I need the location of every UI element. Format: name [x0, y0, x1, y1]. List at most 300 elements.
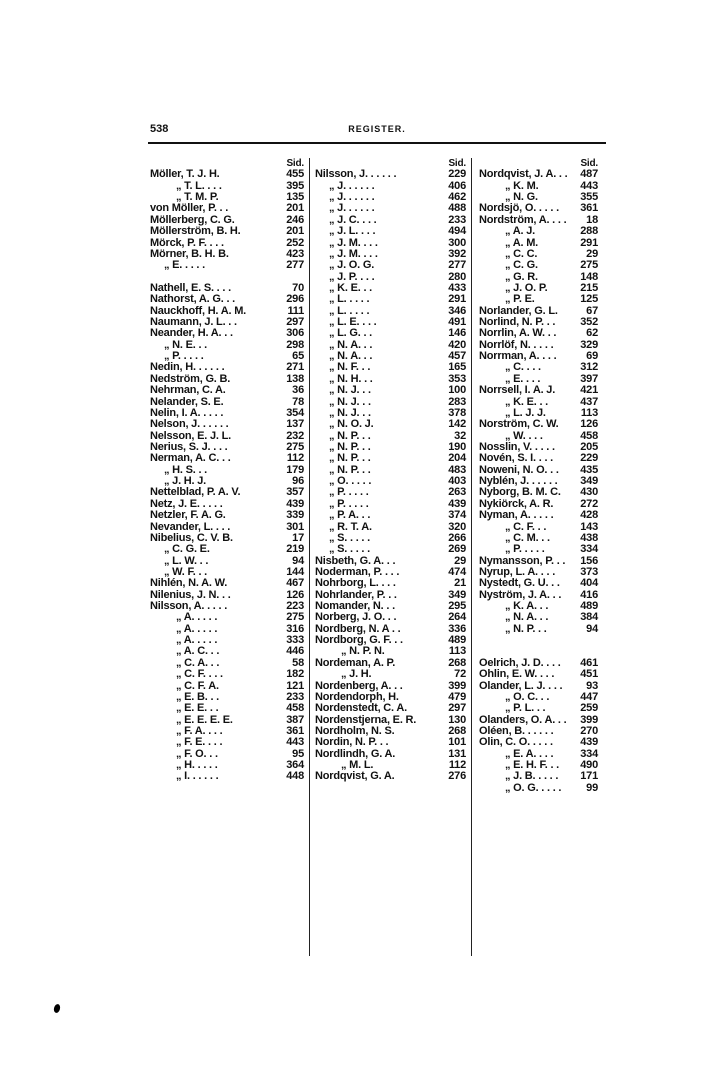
index-column-3	[479, 158, 598, 956]
entry-page: 439	[286, 497, 304, 510]
entry-page: 131	[448, 747, 466, 760]
entry-name: Norlander, G. L.	[479, 304, 558, 317]
entry-name: „ K. A. . .	[505, 600, 549, 613]
entry-name: Nilsson, J. . . . . .	[315, 168, 397, 181]
entry-name: „ J. C. . . .	[329, 213, 377, 226]
index-entry	[315, 419, 466, 430]
entry-page: 94	[292, 554, 304, 567]
entry-page: 144	[286, 565, 304, 578]
entry-page: 339	[286, 509, 304, 522]
entry-name: „ J. O. G.	[329, 259, 375, 272]
entry-name: Norrman, A. . . .	[479, 350, 557, 363]
entry-name: „ F. O. . .	[176, 747, 218, 760]
entry-page: 334	[580, 747, 598, 760]
index-entry	[315, 669, 466, 680]
entry-page: 137	[286, 418, 304, 431]
index-entry	[479, 737, 598, 748]
entry-page: 229	[580, 452, 598, 465]
entry-page: 438	[580, 531, 598, 544]
entry-page: 277	[448, 259, 466, 272]
entry-name: „ C. F. A.	[176, 679, 219, 692]
entry-page: 36	[292, 384, 304, 397]
entry-name: „ N. J. . .	[329, 406, 371, 419]
entry-name: Nordenstedt, C. A.	[315, 702, 407, 715]
entry-name: „ E. . . . .	[164, 259, 205, 272]
entry-name: „ C. F. . . .	[176, 668, 223, 681]
entry-name: „ L. J. J.	[505, 406, 546, 419]
entry-page: 215	[580, 281, 598, 294]
entry-page: 58	[292, 656, 304, 669]
entry-page: 378	[448, 406, 466, 419]
entry-name: Norrlöf, N. . . . .	[479, 338, 554, 351]
entry-page: 297	[286, 316, 304, 329]
entry-page: 384	[580, 611, 598, 624]
entry-page: 146	[448, 327, 466, 340]
entry-page: 171	[580, 770, 598, 783]
entry-name: „ N. E. . .	[164, 338, 208, 351]
entry-name: Nomander, N. . .	[315, 600, 395, 613]
entry-name: Norström, C. W.	[479, 418, 559, 431]
entry-name: Nerius, S. J. . . .	[150, 440, 228, 453]
entry-page: 296	[286, 293, 304, 306]
entry-name: Nordberg, N. A . .	[315, 622, 401, 635]
entry-name: „ L. E. . . .	[329, 316, 377, 329]
entry-name: Mörner, B. H. B.	[150, 247, 229, 260]
entry-page: 264	[448, 611, 466, 624]
entry-page: 269	[448, 543, 466, 556]
entry-page: 406	[448, 179, 466, 192]
entry-name: „ A. C. . .	[176, 645, 220, 658]
entry-page: 100	[448, 384, 466, 397]
entry-page: 404	[580, 577, 598, 590]
entry-name: „ P. A. . .	[329, 509, 371, 522]
entry-page: 72	[454, 668, 466, 681]
entry-page: 275	[286, 611, 304, 624]
entry-name: Möllerberg, C. G.	[150, 213, 235, 226]
entry-page: 288	[580, 225, 598, 238]
entry-page: 349	[448, 588, 466, 601]
entry-name: „ J. . . . . .	[329, 191, 375, 204]
entry-page: 491	[448, 316, 466, 329]
entry-name: Olin, C. O. . . . .	[479, 736, 553, 749]
entry-name: Nordeman, A. P.	[315, 656, 396, 669]
entry-name: „ A. J.	[505, 225, 535, 238]
entry-name: „ N. J. . .	[329, 395, 371, 408]
entry-name: Nedström, G. B.	[150, 372, 231, 385]
entry-page: 435	[580, 463, 598, 476]
entry-page: 352	[580, 316, 598, 329]
index-entry	[150, 260, 304, 271]
index-entry	[315, 703, 466, 714]
entry-name: „ E. E. E. E.	[176, 713, 233, 726]
entry-name: „ N. O. J.	[329, 418, 374, 431]
index-entry	[479, 783, 598, 794]
entry-page: 277	[286, 259, 304, 272]
index-entry	[150, 703, 304, 714]
entry-page: 246	[286, 213, 304, 226]
entry-name: Nelin, I. A. . . . .	[150, 406, 224, 419]
entry-page: 276	[448, 770, 466, 783]
entry-page: 29	[586, 247, 598, 260]
entry-name: Nelson, J. . . . . .	[150, 418, 229, 431]
entry-name: „ I. . . . . .	[176, 770, 219, 783]
entry-name: Noweni, N. O. . .	[479, 463, 559, 476]
section-gap	[479, 635, 598, 646]
column-divider	[471, 158, 472, 956]
entry-name: Nathorst, A. G. . .	[150, 293, 236, 306]
entry-name: Nosslin, V. . . . .	[479, 440, 555, 453]
entry-page: 374	[448, 509, 466, 522]
entry-name: Nibelius, C. V. B.	[150, 531, 233, 544]
index-entry	[315, 771, 466, 782]
entry-page: 259	[580, 702, 598, 715]
entry-name: Möller, T. J. H.	[150, 168, 220, 181]
index-entry	[150, 760, 304, 771]
entry-page: 416	[580, 588, 598, 601]
entry-name: „ O. C. . .	[505, 690, 550, 703]
entry-page: 373	[580, 565, 598, 578]
index-entry	[315, 226, 466, 237]
index-entry	[150, 624, 304, 635]
entry-name: „ C. C.	[505, 247, 538, 260]
entry-page: 439	[580, 736, 598, 749]
entry-name: Norrsell, I. A. J.	[479, 384, 556, 397]
entry-name: Nohrlander, P. . .	[315, 588, 397, 601]
entry-name: „ C. . . .	[505, 361, 541, 374]
entry-name: Nystedt, G. U. . .	[479, 577, 560, 590]
entry-page: 312	[580, 361, 598, 374]
entry-name: „ P. . . . .	[164, 350, 204, 363]
entry-name: Olander, L. J. . . .	[479, 679, 563, 692]
entry-name: Ohlin, E. W. . . .	[479, 668, 555, 681]
entry-name: „ S. . . . .	[329, 543, 370, 556]
entry-name: „ A. . . . .	[176, 634, 218, 647]
entry-page: 455	[286, 168, 304, 181]
entry-page: 443	[580, 179, 598, 192]
index-entry	[315, 453, 466, 464]
index-entry	[479, 624, 598, 635]
column-heading: Sid.	[448, 158, 466, 169]
entry-page: 62	[586, 327, 598, 340]
entry-name: Nordström, A. . . .	[479, 213, 567, 226]
page-header	[150, 120, 604, 142]
entry-page: 479	[448, 690, 466, 703]
entry-page: 148	[580, 270, 598, 283]
entry-name: „ T. M. P.	[176, 191, 219, 204]
index-entry	[315, 737, 466, 748]
index-entry	[150, 294, 304, 305]
entry-name: „ O. . . . .	[329, 475, 372, 488]
index-entry	[479, 544, 598, 555]
entry-name: Nevander, L. . . .	[150, 520, 231, 533]
entry-page: 291	[580, 236, 598, 249]
entry-page: 320	[448, 520, 466, 533]
index-entry	[479, 510, 598, 521]
entry-name: „ E. E. . .	[176, 702, 219, 715]
entry-name: „ O. G. . . . .	[505, 781, 562, 794]
index-entry	[315, 544, 466, 555]
entry-page: 329	[580, 338, 598, 351]
entry-page: 69	[586, 350, 598, 363]
entry-name: Norlind, N. P. . .	[479, 316, 556, 329]
entry-page: 190	[448, 440, 466, 453]
entry-page: 113	[580, 406, 598, 419]
entry-name: „ N. A. . .	[505, 611, 549, 624]
entry-page: 437	[580, 395, 598, 408]
entry-page: 467	[286, 577, 304, 590]
entry-page: 219	[286, 543, 304, 556]
entry-name: „ N. A. . .	[329, 350, 373, 363]
entry-name: „ N. F. . .	[329, 361, 371, 374]
entry-page: 474	[448, 565, 466, 578]
entry-name: „ T. L. . . .	[176, 179, 222, 192]
entry-page: 271	[286, 361, 304, 374]
index-entry	[479, 226, 598, 237]
entry-name: „ G. R.	[505, 270, 538, 283]
entry-name: „ N. J. . .	[329, 384, 371, 397]
entry-page: 201	[286, 225, 304, 238]
entry-name: Nyborg, B. M. C.	[479, 486, 561, 499]
entry-page: 135	[286, 191, 304, 204]
entry-name: „ N. A. . .	[329, 338, 373, 351]
entry-name: „ N. H. . .	[329, 372, 373, 385]
index-entry	[479, 169, 598, 180]
index-entry	[150, 169, 304, 180]
entry-name: „ E. A. . . .	[505, 747, 554, 760]
entry-name: „ C. G.	[505, 259, 538, 272]
entry-name: „ A. . . . .	[176, 611, 218, 624]
entry-name: Nisbeth, G. A. . .	[315, 554, 396, 567]
entry-page: 223	[286, 600, 304, 613]
entry-page: 364	[286, 759, 304, 772]
entry-name: Nordholm, N. S.	[315, 724, 395, 737]
entry-name: Nordsjö, O. . . . .	[479, 202, 559, 215]
index-entry	[150, 385, 304, 396]
index-entry	[150, 646, 304, 657]
entry-name: „ E. B. . .	[176, 690, 220, 703]
entry-page: 283	[448, 395, 466, 408]
entry-name: „ J. P. . . .	[329, 270, 375, 283]
entry-name: „ K. M.	[505, 179, 539, 192]
index-entry	[479, 385, 598, 396]
index-entry	[150, 635, 304, 646]
index-entry	[150, 578, 304, 589]
entry-name: Netzler, F. A. G.	[150, 509, 226, 522]
entry-name: „ N. G.	[505, 191, 538, 204]
entry-page: 142	[448, 418, 466, 431]
entry-page: 457	[448, 350, 466, 363]
index-entry	[150, 601, 304, 612]
entry-name: „ J. . . . . .	[329, 179, 375, 192]
entry-name: Nedin, H. . . . . .	[150, 361, 225, 374]
entry-page: 21	[454, 577, 466, 590]
entry-page: 421	[580, 384, 598, 397]
entry-page: 121	[286, 679, 304, 692]
index-entry	[479, 703, 598, 714]
entry-page: 125	[580, 293, 598, 306]
index-entry	[315, 578, 466, 589]
entry-name: Oléen, B. . . . . .	[479, 724, 554, 737]
entry-page: 263	[448, 486, 466, 499]
index-column-1	[150, 158, 304, 956]
entry-name: Nihlén, N. A. W.	[150, 577, 228, 590]
entry-name: „ N. P. . .	[329, 463, 371, 476]
entry-page: 488	[448, 202, 466, 215]
entry-name: Neander, H. A. . .	[150, 327, 233, 340]
entry-page: 201	[286, 202, 304, 215]
entry-page: 143	[580, 520, 598, 533]
index-entry	[315, 260, 466, 271]
entry-name: Nilsson, A. . . . .	[150, 600, 228, 613]
entry-name: Naumann, J. L. . .	[150, 316, 237, 329]
entry-page: 483	[448, 463, 466, 476]
entry-page: 165	[448, 361, 466, 374]
entry-name: „ L. . . . .	[329, 304, 370, 317]
entry-name: „ K. E. . .	[505, 395, 549, 408]
entry-page: 355	[580, 191, 598, 204]
index-column-2	[315, 158, 466, 956]
entry-name: „ J. B. . . . .	[505, 770, 559, 783]
entry-page: 447	[580, 690, 598, 703]
entry-name: „ F. A. . . .	[176, 724, 223, 737]
entry-name: Mörck, P. F. . . .	[150, 236, 224, 249]
entry-name: „ P. L. . .	[505, 702, 546, 715]
entry-name: „ P. . . . .	[329, 486, 369, 499]
entry-name: „ H. . . . .	[176, 759, 218, 772]
entry-page: 448	[286, 770, 304, 783]
entry-page: 443	[286, 736, 304, 749]
entry-page: 403	[448, 475, 466, 488]
entry-page: 205	[580, 440, 598, 453]
index-entry	[150, 681, 304, 692]
entry-name: „ L. W. . .	[164, 554, 209, 567]
entry-name: „ K. E. . .	[329, 281, 373, 294]
index-entry	[479, 238, 598, 249]
entry-page: 99	[586, 781, 598, 794]
entry-page: 461	[580, 656, 598, 669]
entry-page: 306	[286, 327, 304, 340]
entry-name: Möllerström, B. H.	[150, 225, 241, 238]
entry-name: Nordlindh, G. A.	[315, 747, 396, 760]
entry-name: „ J. H. J.	[164, 475, 207, 488]
entry-name: Nordendorph, H.	[315, 690, 399, 703]
index-entry	[150, 544, 304, 555]
entry-name: Nordenstjerna, E. R.	[315, 713, 417, 726]
index-entry	[150, 669, 304, 680]
entry-name: „ L. . . . .	[329, 293, 370, 306]
entry-page: 280	[448, 270, 466, 283]
entry-page: 112	[448, 759, 466, 772]
entry-page: 275	[286, 440, 304, 453]
entry-page: 357	[286, 486, 304, 499]
entry-page: 94	[586, 622, 598, 635]
entry-page: 126	[286, 588, 304, 601]
index-entry	[315, 510, 466, 521]
entry-name: Netz, J. E. . . . .	[150, 497, 223, 510]
entry-page: 395	[286, 179, 304, 192]
entry-name: „ H. S. . .	[164, 463, 208, 476]
page-number: 538	[150, 123, 169, 135]
entry-page: 439	[448, 497, 466, 510]
entry-page: 458	[580, 429, 598, 442]
entry-name: „ A. . . . .	[176, 622, 218, 635]
entry-name: Nohrborg, L. . . .	[315, 577, 396, 590]
entry-page: 316	[286, 622, 304, 635]
entry-page: 291	[448, 293, 466, 306]
entry-name: „ A. M.	[505, 236, 539, 249]
entry-name: Norberg, J. O. . .	[315, 611, 397, 624]
header-rule	[148, 142, 606, 144]
index-entry	[315, 749, 466, 760]
index-entry	[150, 771, 304, 782]
entry-page: 349	[580, 475, 598, 488]
entry-name: Nordin, N. P. . .	[315, 736, 389, 749]
entry-name: „ J. H.	[341, 668, 372, 681]
column-heading: Sid.	[286, 158, 304, 169]
entry-page: 361	[580, 202, 598, 215]
entry-page: 233	[286, 690, 304, 703]
entry-page: 233	[448, 213, 466, 226]
entry-page: 301	[286, 520, 304, 533]
entry-name: „ J. . . . . .	[329, 202, 375, 215]
entry-name: Nyrup, L. A. . . .	[479, 565, 556, 578]
entry-page: 32	[454, 429, 466, 442]
entry-page: 70	[292, 281, 304, 294]
entry-page: 272	[580, 497, 598, 510]
ink-spot	[53, 1003, 61, 1013]
entry-page: 65	[292, 350, 304, 363]
entry-page: 111	[287, 304, 304, 317]
entry-name: „ S. . . . .	[329, 531, 370, 544]
index-entry	[479, 669, 598, 680]
entry-page: 252	[286, 236, 304, 249]
entry-name: „ W. F. . .	[164, 565, 208, 578]
index-entry	[479, 294, 598, 305]
entry-name: Nyström, J. A. . .	[479, 588, 562, 601]
entry-page: 130	[448, 713, 466, 726]
entry-name: „ N. P. . .	[505, 622, 547, 635]
entry-page: 95	[292, 747, 304, 760]
entry-name: „ E. . . .	[505, 372, 541, 385]
entry-name: „ L. G. . .	[329, 327, 373, 340]
entry-name: „ C. G. E.	[164, 543, 210, 556]
index-entry	[150, 226, 304, 237]
index-entry	[479, 260, 598, 271]
entry-name: „ M. L.	[341, 759, 374, 772]
entry-name: „ C. F. . .	[505, 520, 547, 533]
entry-page: 458	[286, 702, 304, 715]
entry-page: 229	[448, 168, 466, 181]
index-entry	[150, 510, 304, 521]
entry-page: 489	[580, 600, 598, 613]
entry-name: „ P. . . . .	[329, 497, 369, 510]
entry-name: Nordborg, G. F. . .	[315, 634, 403, 647]
entry-page: 96	[292, 475, 304, 488]
entry-name: „ J. O. P.	[505, 281, 548, 294]
entry-name: „ N. P. N.	[341, 645, 385, 658]
entry-name: Nyman, A. . . . .	[479, 509, 554, 522]
entry-page: 78	[292, 395, 304, 408]
entry-name: Nerman, A. C. . .	[150, 452, 231, 465]
entry-name: Nilenius, J. N. . .	[150, 588, 231, 601]
entry-name: „ E. H. F. . .	[505, 759, 560, 772]
entry-page: 204	[448, 452, 466, 465]
entry-name: „ P. E.	[505, 293, 535, 306]
entry-name: Nykiörck, A. R.	[479, 497, 554, 510]
entry-name: Nyblén, J. . . . . .	[479, 475, 558, 488]
entry-page: 336	[448, 622, 466, 635]
index-entry	[315, 635, 466, 646]
